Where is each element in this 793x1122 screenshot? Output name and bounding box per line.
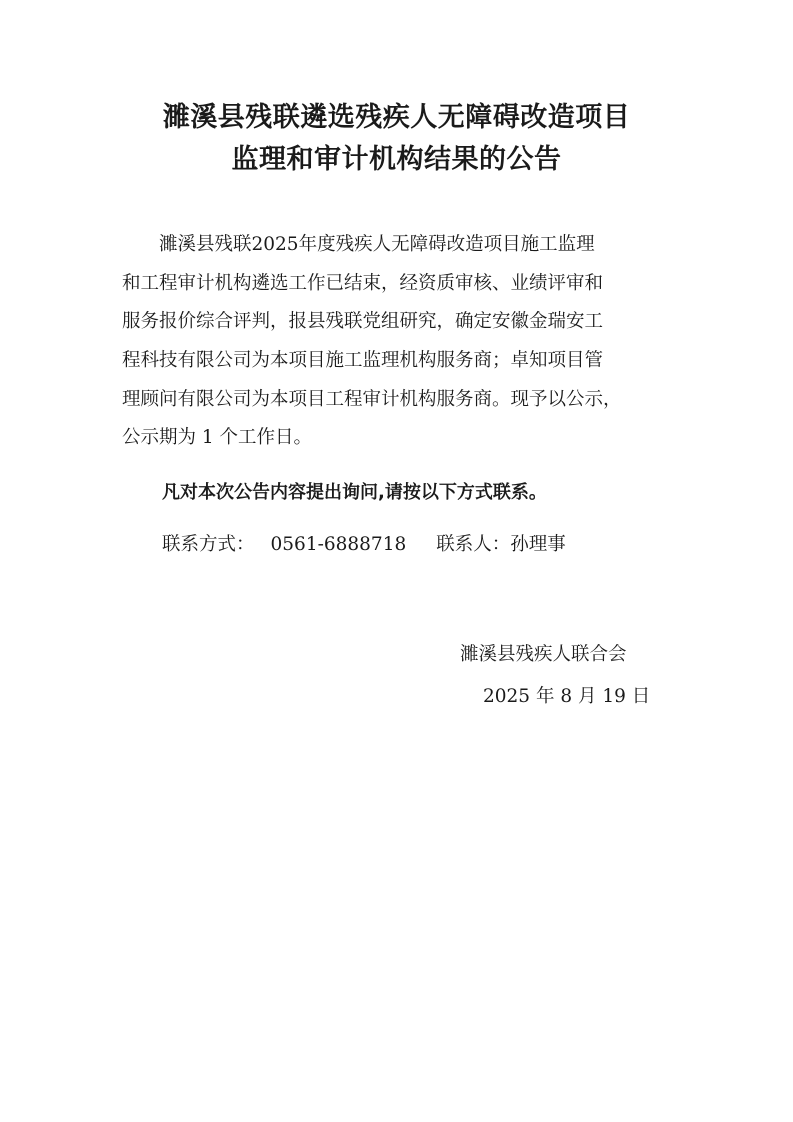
- contact-phone: 0561-6888718: [270, 534, 407, 555]
- paragraph-line-2: 和工程审计机构遴选工作已结束，经资质审核、业绩评审和: [122, 273, 604, 294]
- contact-person: 孙理事: [510, 534, 566, 555]
- document-title-line-1: 濉溪县残联遴选残疾人无障碍改造项目: [162, 102, 631, 133]
- signature-organization: 濉溪县残疾人联合会: [460, 644, 627, 665]
- contact-line: [162, 526, 566, 564]
- paragraph-line-3: 服务报价综合评判，报县残联党组研究，确定安徽金瑞安工: [122, 311, 604, 332]
- paragraph-line-5: 理顾问有限公司为本项目工程审计机构服务商。现予以公示，: [122, 389, 622, 410]
- signature-date: 2025 年 8 月 19 日: [483, 686, 651, 707]
- paragraph-line-4: 程科技有限公司为本项目施工监理机构服务商；卓知项目管: [122, 350, 604, 371]
- inquiry-note: 凡对本次公告内容提出询问,请按以下方式联系。: [162, 482, 547, 503]
- document-title-line-2: 监理和审计机构结果的公告: [231, 144, 562, 175]
- paragraph-line-6: 公示期为 1 个工作日。: [122, 427, 313, 448]
- paragraph-line-1: 濉溪县残联2025年度残疾人无障碍改造项目施工监理: [122, 234, 595, 255]
- contact-person-label: 联系人：: [436, 534, 511, 555]
- contact-method-label: 联系方式：: [162, 534, 255, 555]
